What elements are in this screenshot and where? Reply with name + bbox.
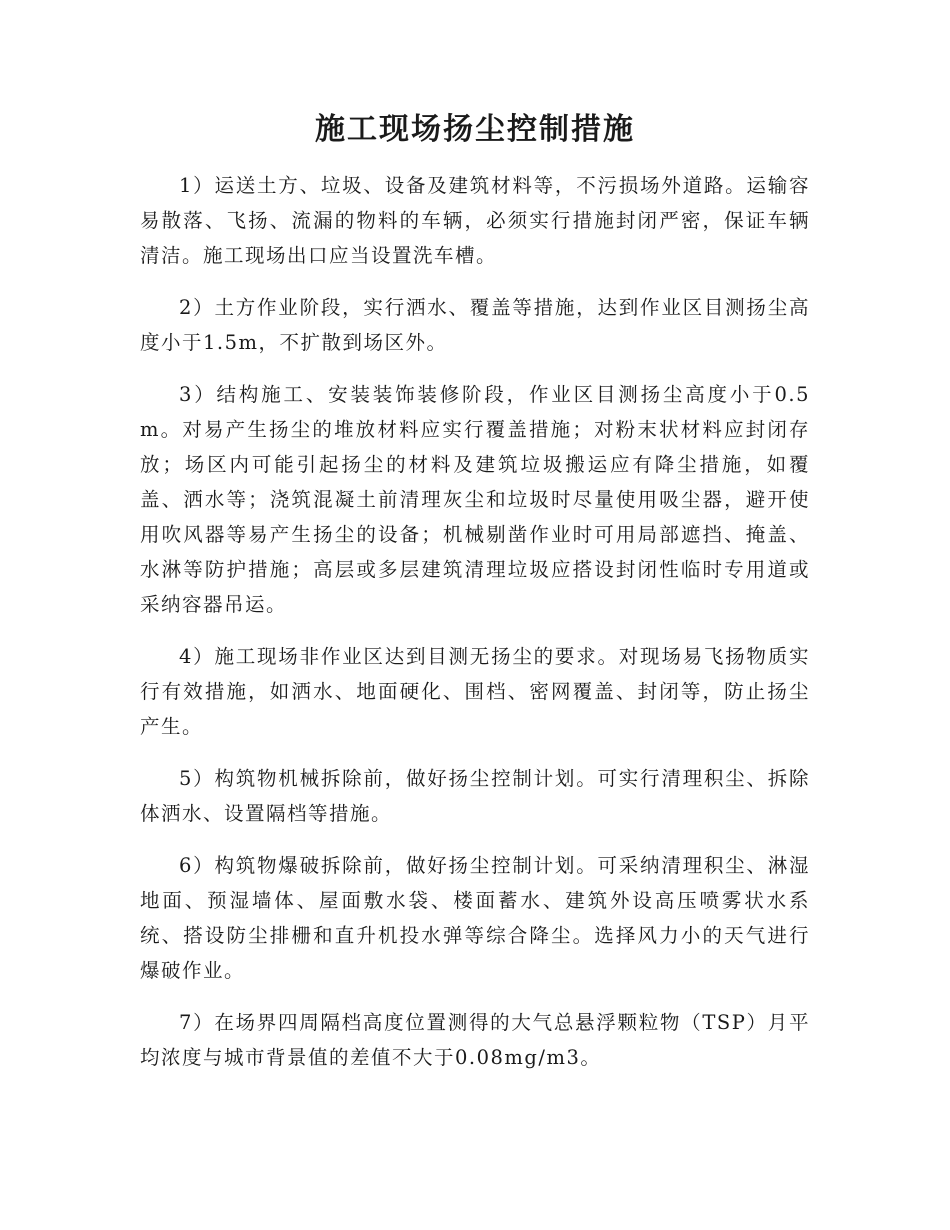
paragraph-3: 3）结构施工、安装装饰装修阶段，作业区目测扬尘高度小于0.5m。对易产生扬尘的堆放材料应实行覆盖措施；对粉末状材料应封闭存放；场区内可能引起扬尘的材料及建筑垃圾搬运应有降尘措施，如覆盖、洒水等；浇筑混凝土前清理灰尘和垃圾时尽量使用吸尘器，避开使用吹风器等易产生扬尘的设备；机械剔凿作业时可用局部遮挡、掩盖、水淋等防护措施；高层或多层建筑清理垃圾应搭设封闭性临时专用道或采纳容器吊运。 (140, 383, 810, 616)
document-page (140, 110, 810, 1092)
document-title: 施工现场扬尘控制措施 (315, 112, 635, 147)
paragraph-6: 6）构筑物爆破拆除前，做好扬尘控制计划。可采纳清理积尘、淋湿地面、预湿墙体、屋面敷水袋、楼面蓄水、建筑外设高压喷雾状水系统、搭设防尘排栅和直升机投水弹等综合降尘。选择风力小的天气进行爆破作业。 (140, 854, 810, 982)
paragraph-2: 2）土方作业阶段，实行洒水、覆盖等措施，达到作业区目测扬尘高度小于1.5m，不扩散到场区外。 (140, 296, 810, 354)
paragraph-7: 7）在场界四周隔档高度位置测得的大气总悬浮颗粒物（TSP）月平均浓度与城市背景值的差值不大于0.08mg/m3。 (140, 1011, 810, 1069)
paragraph-1: 1）运送土方、垃圾、设备及建筑材料等，不污损场外道路。运输容易散落、飞扬、流漏的物料的车辆，必须实行措施封闭严密，保证车辆清洁。施工现场出口应当设置洗车槽。 (140, 174, 810, 267)
paragraph-5: 5）构筑物机械拆除前，做好扬尘控制计划。可实行清理积尘、拆除体洒水、设置隔档等措施。 (140, 767, 810, 825)
paragraph-4: 4）施工现场非作业区达到目测无扬尘的要求。对现场易飞扬物质实行有效措施，如洒水、地面硬化、围档、密网覆盖、封闭等，防止扬尘产生。 (140, 645, 810, 738)
